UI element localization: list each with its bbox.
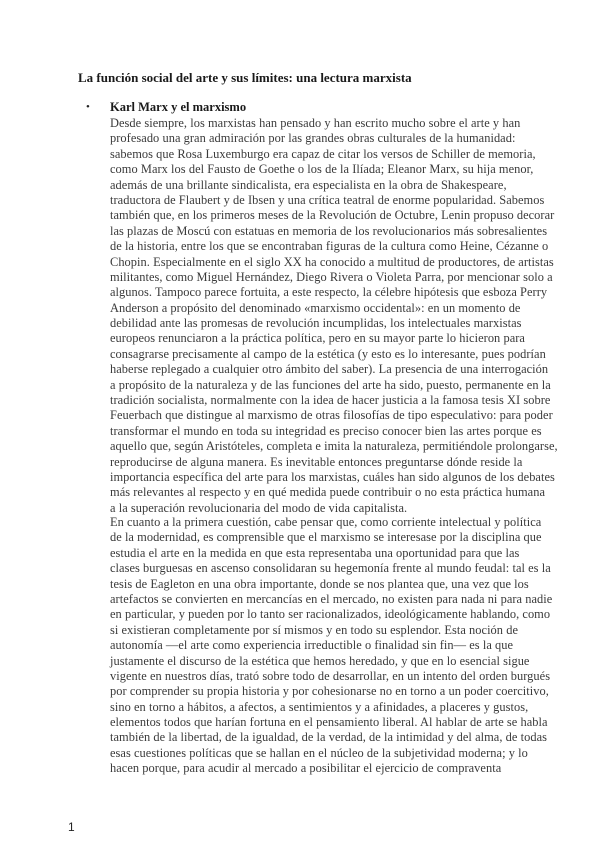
text-line: reproducirse de alguna manera. Es inevitable entonces preguntarse dónde reside la xyxy=(110,454,523,469)
text-line: artefactos se convierten en mercancías en el mercado, no existen para nada ni para nadie xyxy=(110,591,553,606)
text-line: elementos todos que harían fortuna en el pensamiento liberal. Al hablar de arte se habla xyxy=(110,715,548,730)
text-line: profesado una gran admiración por las grandes obras culturales de la humanidad: xyxy=(110,131,516,146)
text-line: debilidad ante las promesas de revolución incumplidas, los intelectuales marxistas xyxy=(110,316,522,331)
text-line: Feuerbach que distingue al marxismo de otras filosofías de tipo especulativo: para poder xyxy=(110,408,553,423)
paragraph-1 xyxy=(110,116,558,516)
text-line: En cuanto a la primera cuestión, cabe pensar que, como corriente intelectual y política xyxy=(110,515,542,529)
text-line: tesis de Eagleton en una obra importante, donde se nos plantea que, una vez que los xyxy=(110,576,529,591)
text-line: a propósito de la naturaleza y de las funciones del arte ha sido, puesto, permanente en la xyxy=(110,377,551,392)
text-line: sino en torno a hábitos, a afectos, a sentimientos y a afinidades, a placeres y gustos, xyxy=(110,699,529,714)
text-line: Anderson a propósito del denominado «marxismo occidental»: en un momento de xyxy=(110,300,521,315)
text-line: transformar el mundo en toda su integridad es preciso conocer bien las artes porque es xyxy=(110,423,542,438)
text-line: de la historia, entre los que se encontraban figuras de la cultura como Heine, Cézanne o xyxy=(110,239,549,254)
text-line: si existieran completamente por sí mismos y en todo su esplendor. Esta noción de xyxy=(110,622,518,637)
text-line: esas cuestiones políticas que se hallan en el núcleo de la subjetividad moderna; y lo xyxy=(110,745,528,760)
bullet-icon: • xyxy=(86,101,90,113)
text-line: las plazas de Moscú con estatuas en memoria de los revolucionarios más sobresalientes xyxy=(110,223,548,238)
text-line: Chopin. Especialmente en el siglo XX ha conocido a multitud de productores, de artistas xyxy=(110,254,554,269)
text-line: en particular, y pueden por lo tanto ser racionalizados, ideológicamente hablando, como xyxy=(110,607,551,622)
text-line: de la modernidad, es comprensible que el marxismo se interesase por la disciplina que xyxy=(110,530,542,545)
text-line: tradición socialista, normalmente con la idea de hacer justicia a la famosa tesis XI sobre xyxy=(110,393,551,408)
text-line: aquello que, según Aristóteles, completa e imita la naturaleza, permitiéndole prolongarse, xyxy=(110,439,558,454)
text-line: además de una brillante sindicalista, era especialista en la obra de Shakespeare, xyxy=(110,177,507,192)
text-line: también que, en los primeros meses de la Revolución de Octubre, Lenin propuso decorar xyxy=(110,208,555,223)
text-line: haberse replegado a cualquier otro ámbito del saber). La presencia de una interrogación xyxy=(110,362,549,377)
text-line: por comprender su propia historia y por cohesionarse no en torno a un poder coercitivo, xyxy=(110,684,549,699)
page-number: 1 xyxy=(68,820,75,834)
text-line: como Marx los del Fausto de Goethe o los de la Ilíada; Eleanor Marx, su hija menor, xyxy=(110,162,534,177)
text-line: consagrarse precisamente al campo de la estética (y esto es lo interesante, pues podrían xyxy=(110,346,546,361)
text-line: importancia específica del arte para los marxistas, cuáles han sido algunos de los debates xyxy=(110,469,555,484)
text-line: estudia el arte en la medida en que esta representaba una oportunidad para que las xyxy=(110,545,520,560)
text-line: traductora de Flaubert y de Ibsen y una crítica teatral de enorme popularidad. Sabemos xyxy=(110,192,545,207)
text-line: también de la libertad, de la igualdad, de la verdad, de la intimidad y del alma, de todas xyxy=(110,730,547,745)
text-line: autonomía —el arte como experiencia irreductible o finalidad sin fin— es la que xyxy=(110,638,514,653)
paragraph-2 xyxy=(110,515,553,777)
text-line: Desde siempre, los marxistas han pensado y han escrito mucho sobre el arte y han xyxy=(110,116,521,130)
text-line: vigente en nuestros días, trató sobre todo de desarrollar, en un intento del orden burgués xyxy=(110,668,551,683)
text-line: europeos renunciaron a la práctica política, pero en su mayor parte lo hicieron para xyxy=(110,331,525,346)
text-line: a la superación revolucionaria del modo de vida capitalista. xyxy=(110,500,408,515)
text-line: clases burguesas en ascenso consolidaran su hegemonía frente al mundo feudal: tal es la xyxy=(110,561,551,576)
section-heading: Karl Marx y el marxismo xyxy=(110,100,247,114)
text-line: justamente el discurso de la estética que hemos heredado, y que en lo esencial sigue xyxy=(110,653,530,668)
text-line: más relevantes al respecto y en qué medida puede contribuir o no esta práctica humana xyxy=(110,485,545,500)
text-line: algunos. Tampoco parece fortuita, a este respecto, la célebre hipótesis que esboza Perry xyxy=(110,285,548,300)
document-title: La función social del arte y sus límites: una lectura marxista xyxy=(78,70,412,85)
text-line: hacen porque, para acudir al mercado a posibilitar el ejercicio de compraventa xyxy=(110,761,502,776)
text-line: militantes, como Miguel Hernández, Diego Rivera o Violeta Parra, por mencionar solo a xyxy=(110,269,553,284)
text-line: sabemos que Rosa Luxemburgo era capaz de citar los versos de Schiller de memoria, xyxy=(110,146,536,161)
